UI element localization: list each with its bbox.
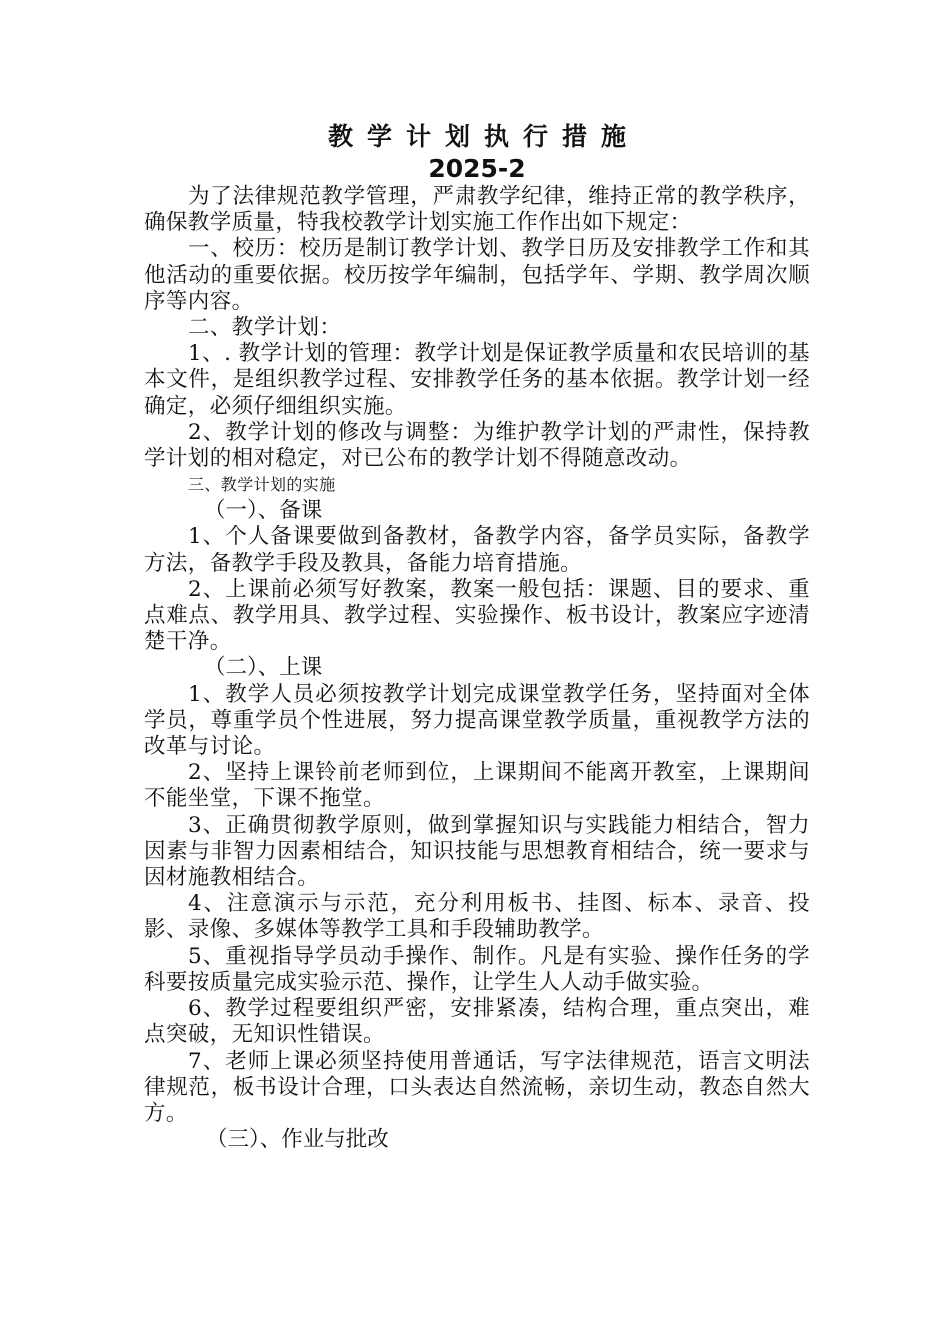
subsection-homework: （三）、作业与批改 bbox=[206, 1127, 389, 1153]
lesson-prep-item-2: 2、上课前必须写好教案，教案一般包括：课题、目的要求、重点难点、教学用具、教学过程、实验操作、板书设计，教案应字迹清楚干净。 bbox=[144, 576, 810, 655]
document-title: 教学计划执行措施 bbox=[327, 122, 640, 151]
class-item-4: 4、注意演示与示范，充分利用板书、挂图、标本、录音、投影、录像、多媒体等教学工具和手段辅助教学。 bbox=[144, 891, 810, 943]
document-body bbox=[144, 120, 810, 1153]
subsection-lesson-prep: （一）、备课 bbox=[204, 498, 323, 524]
intro-paragraph: 为了法律规范教学管理，严肃教学纪律，维持正常的教学秩序，确保教学质量，特我校教学计划实施工作作出如下规定： bbox=[144, 184, 810, 236]
plan-management: 1、. 教学计划的管理：教学计划是保证教学质量和农民培训的基本文件，是组织教学过程、安排教学任务的基本依据。教学计划一经确定，必须仔细组织实施。 bbox=[144, 341, 810, 419]
section-plan-heading: 二、教学计划： bbox=[188, 315, 342, 341]
class-item-7: 7、老师上课必须坚持使用普通话，写字法律规范，语言文明法律规范，板书设计合理，口头表达自然流畅，亲切生动，教态自然大方。 bbox=[144, 1048, 810, 1126]
class-item-6: 6、教学过程要组织严密，安排紧凑，结构合理，重点突出，难点突破，无知识性错误。 bbox=[144, 996, 810, 1048]
lesson-prep-item-1: 1、个人备课要做到备教材，备教学内容，备学员实际，备教学方法，备教学手段及教具，备能力培育措施。 bbox=[144, 524, 810, 576]
subsection-class: （二）、上课 bbox=[204, 655, 323, 681]
section-implementation-heading: 三、教学计划的实施 bbox=[188, 475, 336, 495]
class-item-1: 1、教学人员必须按教学计划完成课堂教学任务，坚持面对全体学员，尊重学员个性进展，努力提高课堂教学质量，重视教学方法的改革与讨论。 bbox=[144, 681, 810, 760]
class-item-3: 3、正确贯彻教学原则，做到掌握知识与实践能力相结合，智力因素与非智力因素相结合，知识技能与思想教育相结合，统一要求与因材施教相结合。 bbox=[144, 812, 810, 891]
class-item-5: 5、重视指导学员动手操作、制作。凡是有实验、操作任务的学科要按质量完成实验示范、操作，让学生人人动手做实验。 bbox=[144, 943, 810, 995]
plan-modification: 2、教学计划的修改与调整：为维护教学计划的严肃性，保持教学计划的相对稳定，对已公布的教学计划不得随意改动。 bbox=[144, 419, 810, 472]
document-subtitle: 2025-2 bbox=[428, 154, 526, 183]
section-calendar: 一、校历：校历是制订教学计划、教学日历及安排教学工作和其他活动的重要依据。校历按学年编制，包括学年、学期、教学周次顺序等内容。 bbox=[144, 236, 810, 314]
class-item-2: 2、坚持上课铃前老师到位，上课期间不能离开教室，上课期间不能坐堂，下课不拖堂。 bbox=[144, 760, 810, 812]
